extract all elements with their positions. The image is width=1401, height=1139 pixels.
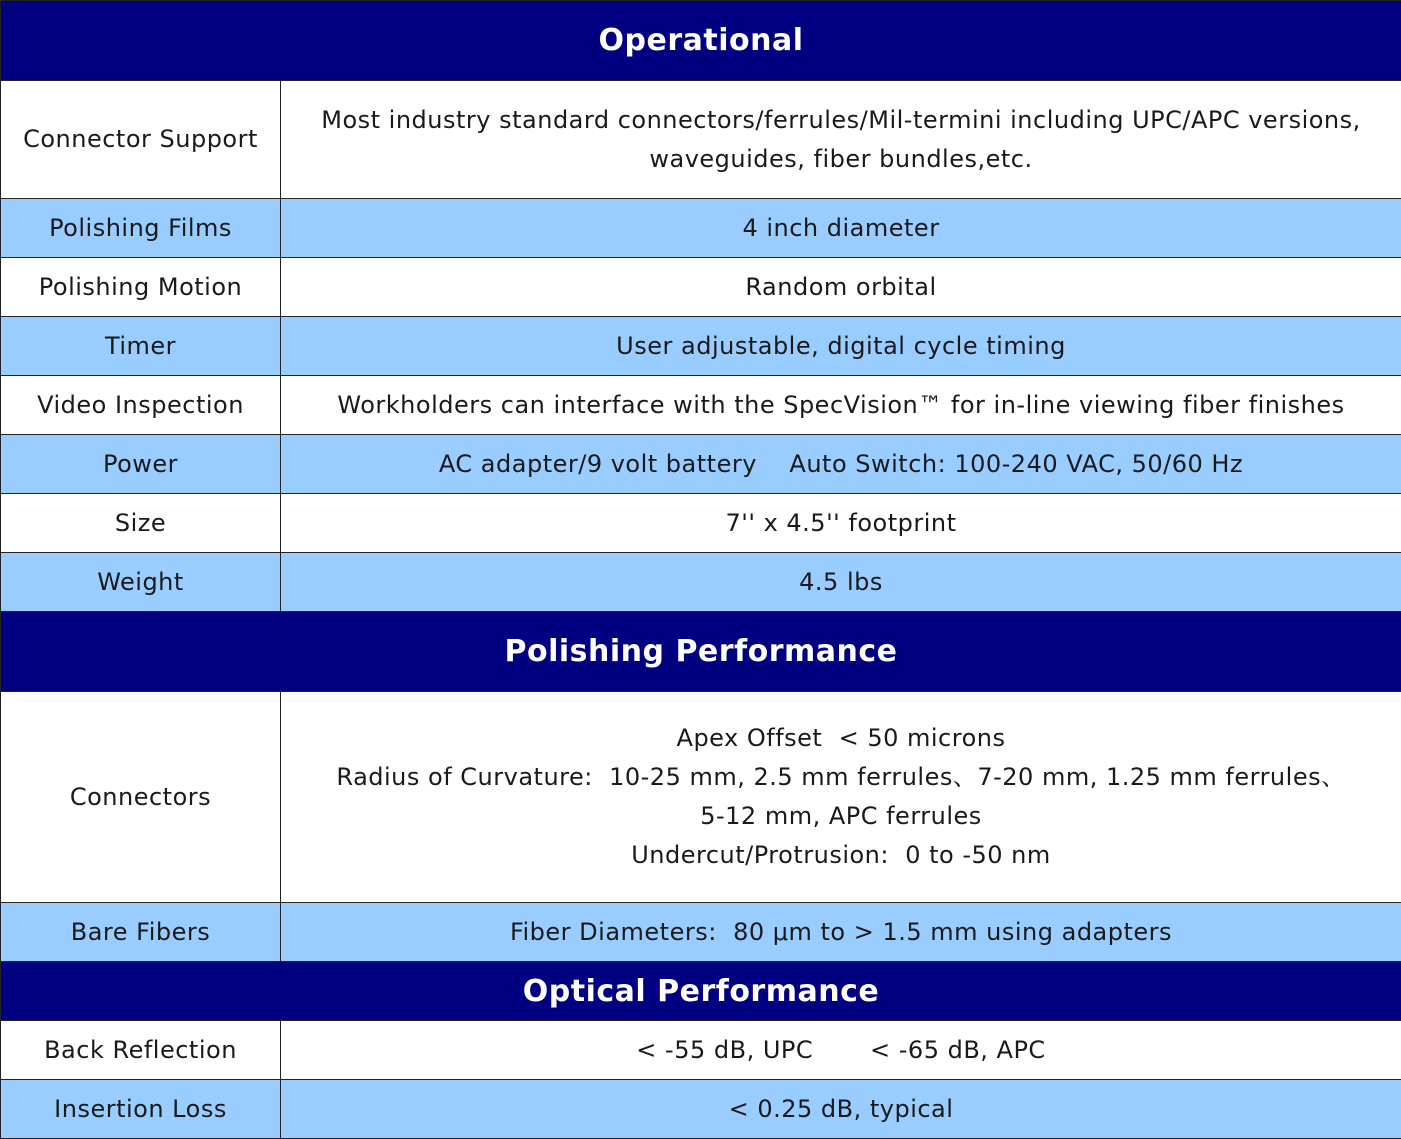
table-row — [1, 81, 1401, 199]
section-title-optical-performance: Optical Performance — [1, 962, 1401, 1021]
row-label: Polishing Motion — [1, 258, 281, 317]
row-value: Fiber Diameters: 80 μm to > 1.5 mm using adapters — [281, 903, 1401, 962]
row-label: Connectors — [1, 692, 281, 903]
table-row — [1, 553, 1401, 612]
row-value: 4 inch diameter — [281, 199, 1401, 258]
section-title-operational: Operational — [1, 1, 1401, 81]
row-label: Bare Fibers — [1, 903, 281, 962]
table-row — [1, 317, 1401, 376]
row-value: Workholders can interface with the SpecVision™ for in-line viewing fiber finishes — [281, 376, 1401, 435]
value-line: Most industry standard connectors/ferrules/Mil-termini including UPC/APC versions, — [321, 105, 1361, 134]
table-row — [1, 199, 1401, 258]
row-label: Weight — [1, 553, 281, 612]
row-label: Timer — [1, 317, 281, 376]
row-value: Random orbital — [281, 258, 1401, 317]
section-header-row — [1, 612, 1401, 692]
section-header-row — [1, 962, 1401, 1021]
table-row — [1, 692, 1401, 903]
row-value — [281, 692, 1401, 903]
value-line: Apex Offset < 50 microns — [676, 724, 1006, 752]
section-title-polishing-performance: Polishing Performance — [1, 612, 1401, 692]
table-row — [1, 258, 1401, 317]
row-label: Power — [1, 435, 281, 494]
row-value: User adjustable, digital cycle timing — [281, 317, 1401, 376]
table-row — [1, 376, 1401, 435]
table-row — [1, 494, 1401, 553]
row-value: AC adapter/9 volt battery Auto Switch: 100-240 VAC, 50/60 Hz — [281, 435, 1401, 494]
row-value: < -55 dB, UPC < -65 dB, APC — [281, 1021, 1401, 1080]
row-value: 4.5 lbs — [281, 553, 1401, 612]
section-header-row — [1, 1, 1401, 81]
row-value — [281, 81, 1401, 199]
row-label: Insertion Loss — [1, 1080, 281, 1139]
value-line: 5-12 mm, APC ferrules — [700, 802, 982, 830]
row-label: Connector Support — [1, 81, 281, 199]
table-row — [1, 903, 1401, 962]
row-label: Polishing Films — [1, 199, 281, 258]
table-row — [1, 435, 1401, 494]
row-value: < 0.25 dB, typical — [281, 1080, 1401, 1139]
value-line: Radius of Curvature: 10-25 mm, 2.5 mm ferrules、7-20 mm, 1.25 mm ferrules、 — [336, 763, 1346, 791]
table-row — [1, 1080, 1401, 1139]
table-row — [1, 1021, 1401, 1080]
row-label: Size — [1, 494, 281, 553]
row-value: 7'' x 4.5'' footprint — [281, 494, 1401, 553]
value-line: waveguides, fiber bundles,etc. — [649, 144, 1033, 173]
value-line: Undercut/Protrusion: 0 to -50 nm — [631, 841, 1051, 869]
row-label: Back Reflection — [1, 1021, 281, 1080]
row-label: Video Inspection — [1, 376, 281, 435]
